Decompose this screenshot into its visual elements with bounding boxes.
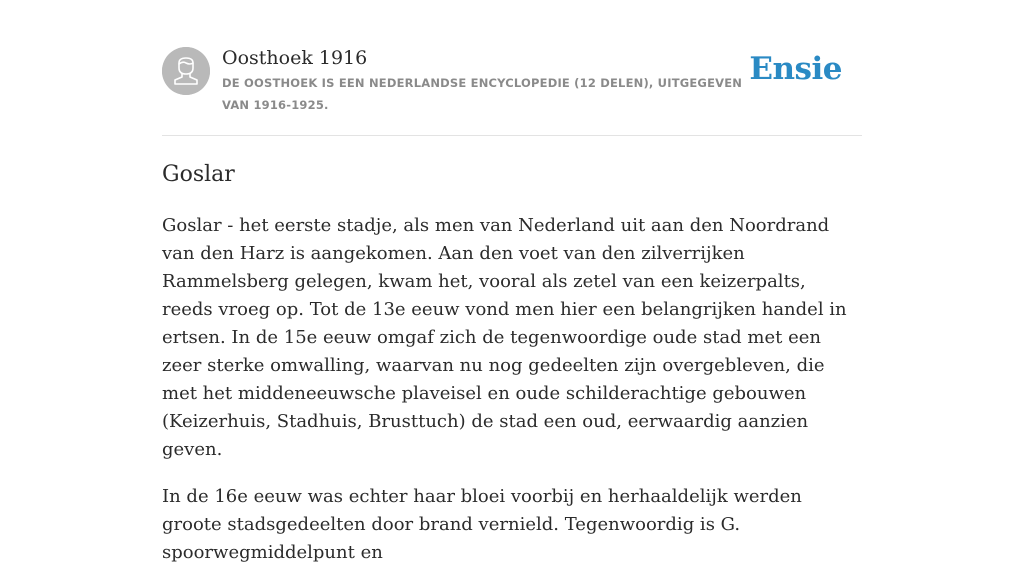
- article-paragraph: In de 16e eeuw was echter haar bloei voorbij en herhaaldelijk werden groote stadsgedeelten door brand vernield. Tegenwoordig is G. spoorwegmiddelpunt en: [162, 486, 802, 563]
- content-container: [162, 0, 862, 563]
- article-body: [162, 212, 862, 586]
- source-description: DE OOSTHOEK IS EEN NEDERLANDSE ENCYCLOPEDIE (12 DELEN), UITGEGEVEN VAN 1916-1925.: [222, 76, 743, 112]
- article-title: Goslar: [162, 162, 235, 187]
- source-header: [162, 0, 862, 136]
- article-paragraph: Goslar - het eerste stadje, als men van Nederland uit aan den Noordrand van den Harz is aangekomen. Aan den voet van den zilverrijken Rammelsberg gelegen, kwam het, vooral als zetel van een keizerpalts, reeds vroeg op. Tot de 13e eeuw vond men hier een belangrijken handel in ertsen. In de 15e eeuw omgaf zich de tegenwoordige oude stad met een zeer sterke omwalling, waarvan nu nog gedeelten zijn overgebleven, die met het middeneeuwsche plaveisel en oude schilderachtige gebouwen (Keizerhuis, Stadhuis, Brusttuch) de stad een oud, eerwaardig aanzien geven.: [162, 215, 847, 460]
- ensie-logo[interactable]: Ensie: [749, 51, 842, 87]
- source-title[interactable]: Oosthoek 1916: [222, 47, 368, 69]
- user-avatar-icon[interactable]: [162, 47, 210, 95]
